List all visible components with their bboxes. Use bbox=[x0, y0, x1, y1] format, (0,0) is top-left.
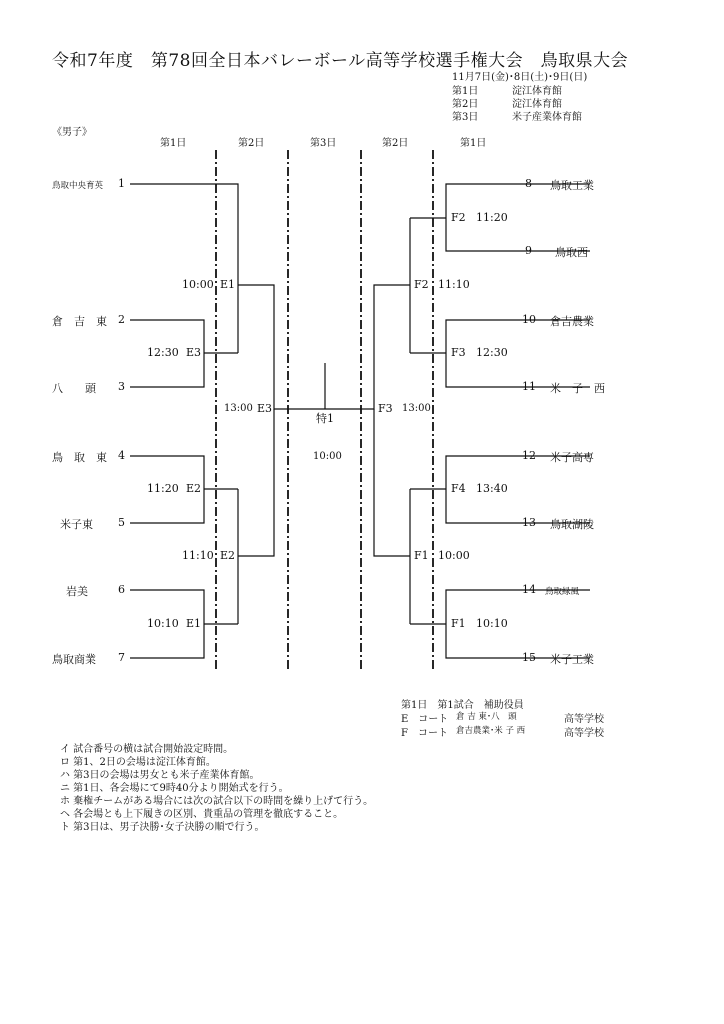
team-number: 2 bbox=[118, 313, 125, 326]
venue-day: 第1日 bbox=[452, 86, 479, 97]
day-header: 第3日 bbox=[310, 138, 337, 149]
note-item: ロ 第1、2日の会場は淀江体育館。 bbox=[60, 757, 216, 768]
team-number: 6 bbox=[118, 583, 125, 596]
team-number: 4 bbox=[118, 449, 125, 462]
team-name: 鳥取西 bbox=[555, 246, 588, 259]
match-time: 11:20 bbox=[476, 211, 508, 224]
venue-day: 第3日 bbox=[452, 112, 479, 123]
match-code: F2 bbox=[451, 211, 466, 224]
match-code: F3 bbox=[378, 402, 393, 415]
final-time: 10:00 bbox=[313, 451, 342, 462]
division-label: 《男子》 bbox=[52, 127, 92, 138]
match-code: F1 bbox=[451, 617, 466, 630]
team-name: 米子工業 bbox=[550, 653, 594, 666]
officials-row bbox=[401, 724, 604, 739]
officials-row bbox=[401, 710, 604, 725]
match-code: E2 bbox=[186, 482, 202, 495]
officials-teams: 倉吉農業･米 子 西 bbox=[456, 726, 526, 736]
match-time: 11:10 bbox=[438, 278, 470, 291]
match-time: 13:00 bbox=[224, 403, 253, 414]
day-header: 第1日 bbox=[160, 138, 187, 149]
officials-suffix: 高等学校 bbox=[564, 728, 604, 739]
team-number: 11 bbox=[522, 380, 536, 393]
match-code: E3 bbox=[257, 402, 273, 415]
venue-name: 米子産業体育館 bbox=[512, 112, 582, 123]
team-name: 倉 吉 東 bbox=[52, 315, 107, 328]
match-code: E1 bbox=[186, 617, 202, 630]
match-time: 10:10 bbox=[476, 617, 508, 630]
match-code: F1 bbox=[414, 549, 429, 562]
team-number: 13 bbox=[522, 516, 536, 529]
team-name: 鳥取湖陵 bbox=[550, 518, 594, 531]
venue-row-3 bbox=[452, 108, 582, 123]
note-item: ホ 棄権チームがある場合には次の試合以下の時間を繰り上げて行う。 bbox=[60, 796, 374, 807]
match-code: F2 bbox=[414, 278, 429, 291]
note-item: ト 第3日は、男子決勝･女子決勝の順で行う。 bbox=[60, 822, 265, 833]
match-time: 10:00 bbox=[182, 278, 214, 291]
team-number: 1 bbox=[118, 177, 125, 190]
match-time: 11:10 bbox=[182, 549, 214, 562]
team-number: 5 bbox=[118, 516, 125, 529]
tournament-dates: 11月7日(金)･8日(土)･9日(日) bbox=[452, 72, 588, 83]
team-number: 7 bbox=[118, 651, 125, 664]
note-item: ニ 第1日、各会場にて9時40分より開始式を行う。 bbox=[60, 783, 289, 794]
match-code: E3 bbox=[186, 346, 202, 359]
note-item: イ 試合番号の横は試合開始設定時間。 bbox=[60, 744, 234, 755]
note-item: ヘ 各会場とも上下履きの区別、貴重品の管理を徹底すること。 bbox=[60, 809, 344, 820]
match-time: 13:00 bbox=[402, 403, 431, 414]
team-number: 10 bbox=[522, 313, 536, 326]
team-name: 八 頭 bbox=[52, 382, 96, 395]
match-time: 13:40 bbox=[476, 482, 508, 495]
venue-name: 淀江体育館 bbox=[512, 86, 562, 97]
match-time: 12:30 bbox=[476, 346, 508, 359]
team-name: 鳥取中央育英 bbox=[52, 181, 104, 191]
team-number: 14 bbox=[522, 583, 536, 596]
officials-suffix: 高等学校 bbox=[564, 714, 604, 725]
match-code: E2 bbox=[220, 549, 236, 562]
venue-day: 第2日 bbox=[452, 99, 479, 110]
match-time: 10:00 bbox=[438, 549, 470, 562]
day-header: 第2日 bbox=[382, 138, 409, 149]
team-name: 鳥取工業 bbox=[550, 179, 594, 192]
team-name: 米 子 西 bbox=[550, 382, 605, 395]
match-code: E1 bbox=[220, 278, 236, 291]
final-code: 特1 bbox=[316, 412, 334, 425]
venue-name: 淀江体育館 bbox=[512, 99, 562, 110]
match-time: 11:20 bbox=[147, 482, 179, 495]
match-code: F4 bbox=[451, 482, 466, 495]
officials-title: 第1日 第1試合 補助役員 bbox=[401, 700, 524, 711]
team-name: 鳥取商業 bbox=[52, 653, 96, 666]
officials-court: F コート bbox=[401, 728, 448, 739]
day-header: 第1日 bbox=[460, 138, 487, 149]
match-time: 10:10 bbox=[147, 617, 179, 630]
match-time: 12:30 bbox=[147, 346, 179, 359]
team-name: 岩美 bbox=[66, 585, 88, 598]
note-item: ハ 第3日の会場は男女とも米子産業体育館。 bbox=[60, 770, 260, 781]
officials-teams: 倉 吉 東･八 頭 bbox=[456, 712, 517, 722]
officials-court: E コート bbox=[401, 714, 449, 725]
team-name: 米子高専 bbox=[550, 451, 594, 464]
team-number: 3 bbox=[118, 380, 125, 393]
day-header: 第2日 bbox=[238, 138, 265, 149]
team-name: 倉吉農業 bbox=[550, 315, 594, 328]
team-name: 鳥取緑風 bbox=[545, 587, 580, 597]
team-number: 8 bbox=[525, 177, 532, 190]
team-name: 鳥 取 東 bbox=[52, 451, 107, 464]
team-number: 12 bbox=[522, 449, 536, 462]
team-number: 15 bbox=[522, 651, 536, 664]
match-code: F3 bbox=[451, 346, 466, 359]
team-number: 9 bbox=[525, 244, 532, 257]
page-title: 令和7年度 第78回全日本バレーボール高等学校選手権大会 鳥取県大会 bbox=[52, 51, 629, 71]
team-name: 米子東 bbox=[60, 518, 93, 531]
